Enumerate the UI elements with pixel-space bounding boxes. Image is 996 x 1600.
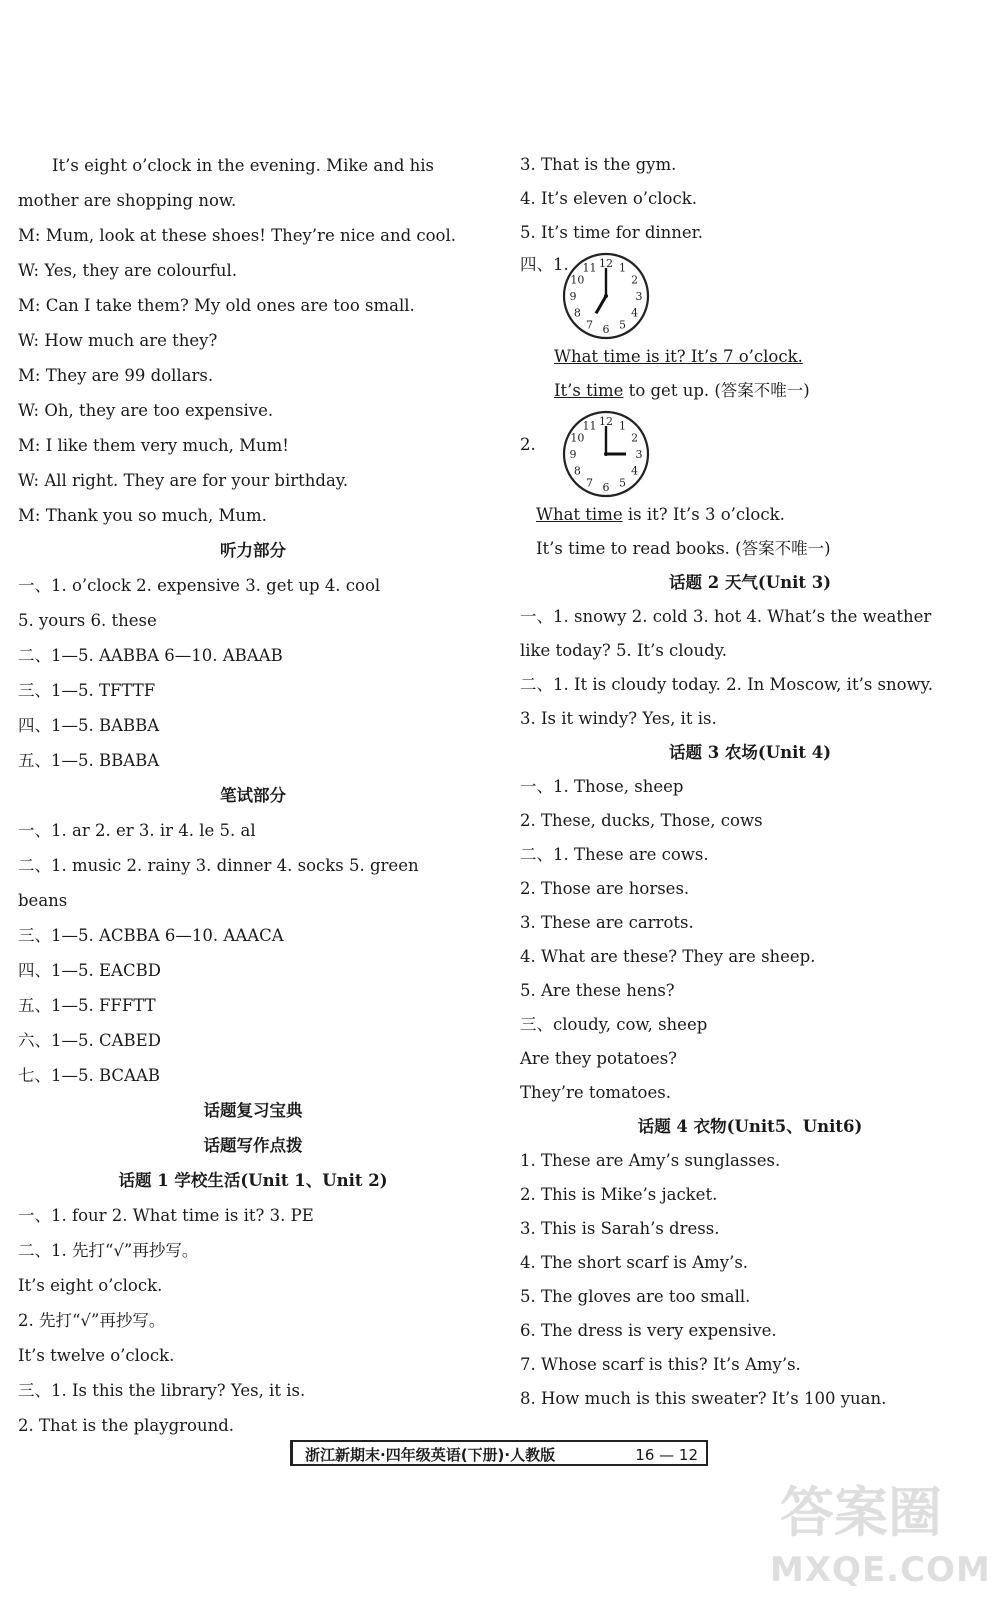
dialogue-line: W: All right. They are for your birthday. [18, 471, 349, 490]
clock-numeral: 3 [635, 290, 643, 303]
clock1-question-text: What time is it? It’s 7 o’clock. [554, 347, 803, 366]
clock1-question [520, 340, 980, 374]
answer-line: 5. It’s time for dinner. [520, 223, 704, 242]
clock-numeral: 4 [631, 306, 639, 320]
clock1-answer-rest: to get up. (答案不唯一) [623, 381, 810, 400]
clock2-question-underlined: What time [536, 505, 623, 524]
clock-numeral: 8 [573, 464, 581, 478]
clock-icon [560, 408, 652, 500]
answer-line: It’s twelve o’clock. [18, 1346, 175, 1365]
listening-heading: 听力部分 [220, 541, 286, 560]
answer-line: 三、1—5. ACBBA 6—10. AAACA [18, 926, 284, 945]
clock-center [604, 294, 608, 298]
dialogue-line: W: Yes, they are colourful. [18, 261, 237, 280]
clock-numeral: 12 [599, 257, 613, 270]
answer-line: 三、cloudy, cow, sheep [520, 1015, 708, 1034]
answer-line: 一、1. Those, sheep [520, 777, 684, 796]
clock-numeral: 7 [586, 476, 593, 490]
dialogue-line: It’s eight o’clock in the evening. Mike and his [52, 156, 434, 175]
topic1-heading: 话题 1 学校生活(Unit 1、Unit 2) [118, 1171, 388, 1190]
answer-line: 4. It’s eleven o’clock. [520, 189, 697, 208]
answer-line: 二、1. 先打“√”再抄写。 [18, 1241, 199, 1260]
clock2-question [520, 498, 980, 532]
answer-line: beans [18, 891, 68, 910]
clock-numeral: 8 [573, 306, 581, 320]
dialogue-line: mother are shopping now. [18, 191, 237, 210]
clock-numeral: 10 [570, 273, 585, 287]
answer-line: 5. Are these hens? [520, 981, 675, 1000]
answer-line: 3. These are carrots. [520, 913, 694, 932]
topic4-heading: 话题 4 衣物(Unit5、Unit6) [637, 1117, 863, 1136]
answer-line: 4. The short scarf is Amy’s. [520, 1253, 749, 1272]
answer-line: 5. yours 6. these [18, 611, 157, 630]
dialogue-line: M: Can I take them? My old ones are too small. [18, 296, 415, 315]
answer-line: 三、1—5. TFTTF [18, 681, 156, 700]
clock-row-1 [520, 250, 980, 340]
clock-numeral: 1 [619, 419, 626, 433]
answer-line: 二、1. music 2. rainy 3. dinner 4. socks 5. green [18, 856, 419, 875]
dialogue-line: M: Thank you so much, Mum. [18, 506, 267, 525]
clock-numeral: 6 [602, 323, 610, 336]
dialogue-line: W: How much are they? [18, 331, 218, 350]
answer-line: It’s eight o’clock. [18, 1276, 163, 1295]
answer-line: 7. Whose scarf is this? It’s Amy’s. [520, 1355, 801, 1374]
clock-numeral: 9 [569, 290, 577, 303]
clock-numeral: 5 [619, 476, 626, 490]
answer-line: 3. Is it windy? Yes, it is. [520, 709, 717, 728]
writing-heading: 话题写作点拨 [203, 1136, 303, 1155]
answer-line: 5. The gloves are too small. [520, 1287, 751, 1306]
page-number: 16 — 12 [635, 1446, 698, 1464]
clock-numeral: 10 [570, 431, 585, 445]
clock-numeral: 6 [602, 481, 610, 494]
answer-line: 二、1—5. AABBA 6—10. ABAAB [18, 646, 283, 665]
page-footer [290, 1440, 708, 1466]
clock-numeral: 3 [635, 448, 643, 461]
left-column [18, 148, 488, 1443]
watermark-url: MXQE.COM [770, 1550, 991, 1590]
clock-numeral: 1 [619, 261, 626, 275]
clock2-label: 2. [520, 435, 536, 454]
clock-numeral: 9 [569, 448, 577, 461]
clock-numeral: 5 [619, 318, 626, 332]
dialogue-line: M: I like them very much, Mum! [18, 436, 289, 455]
watermark-logo-text: 答案圈 [780, 1481, 942, 1544]
answer-line: 2. That is the playground. [18, 1416, 235, 1435]
answer-line: 3. This is Sarah’s dress. [520, 1219, 720, 1238]
answer-line: 2. This is Mike’s jacket. [520, 1185, 718, 1204]
answer-line: 一、1. four 2. What time is it? 3. PE [18, 1206, 314, 1225]
answer-line: 4. What are these? They are sheep. [520, 947, 816, 966]
clock-icon [560, 250, 652, 342]
clock-center [604, 452, 608, 456]
clock1-answer-underlined: It’s time [554, 381, 624, 400]
answer-line: 四、1—5. EACBD [18, 961, 161, 980]
answer-line: 一、1. snowy 2. cold 3. hot 4. What’s the weather [520, 607, 932, 626]
clock-numeral: 2 [631, 273, 639, 287]
answer-line: Are they potatoes? [520, 1049, 678, 1068]
answer-line: 2. 先打“√”再抄写。 [18, 1311, 166, 1330]
answer-line: 五、1—5. BBABA [18, 751, 160, 770]
answer-line: 一、1. o’clock 2. expensive 3. get up 4. cool [18, 576, 381, 595]
answer-line: 四、1—5. BABBA [18, 716, 160, 735]
clock-numeral: 2 [631, 431, 639, 445]
clock-numeral: 4 [631, 464, 639, 478]
answer-line: 8. How much is this sweater? It’s 100 yuan. [520, 1389, 887, 1408]
dialogue-line: M: Mum, look at these shoes! They’re nice and cool. [18, 226, 457, 245]
answer-line: 2. Those are horses. [520, 879, 690, 898]
answer-line: 一、1. ar 2. er 3. ir 4. le 5. al [18, 821, 256, 840]
answer-line: like today? 5. It’s cloudy. [520, 641, 728, 660]
clock1-label: 四、1. [520, 255, 569, 274]
dialogue-line: W: Oh, they are too expensive. [18, 401, 274, 420]
answer-line: 六、1—5. CABED [18, 1031, 161, 1050]
clock-numeral: 11 [582, 419, 597, 433]
answer-line: 二、1. It is cloudy today. 2. In Moscow, it’s snowy. [520, 675, 934, 694]
clock2-question-rest: is it? It’s 3 o’clock. [622, 505, 785, 524]
written-heading: 笔试部分 [220, 786, 286, 805]
clock-numeral: 11 [582, 261, 597, 275]
answer-line: They’re tomatoes. [520, 1083, 671, 1102]
watermark [760, 1450, 990, 1600]
answer-line: 五、1—5. FFFTT [18, 996, 156, 1015]
answer-line: 七、1—5. BCAAB [18, 1066, 160, 1085]
answer-line: 2. These, ducks, Those, cows [520, 811, 763, 830]
topics-heading: 话题复习宝典 [203, 1101, 303, 1120]
answer-line: 三、1. Is this the library? Yes, it is. [18, 1381, 306, 1400]
clock2-answer: It’s time to read books. (答案不唯一) [536, 539, 831, 558]
answer-line: 二、1. These are cows. [520, 845, 709, 864]
dialogue-line: M: They are 99 dollars. [18, 366, 214, 385]
hour-hand [596, 296, 606, 313]
answer-line: 6. The dress is very expensive. [520, 1321, 777, 1340]
topic2-heading: 话题 2 天气(Unit 3) [668, 573, 832, 592]
footer-title: 浙江新期末·四年级英语(下册)·人教版 [305, 1446, 556, 1464]
clock-numeral: 7 [586, 318, 593, 332]
right-column [520, 148, 980, 1416]
clock1-answer [520, 374, 980, 408]
answer-line: 3. That is the gym. [520, 155, 677, 174]
topic3-heading: 话题 3 农场(Unit 4) [668, 743, 832, 762]
answer-line: 1. These are Amy’s sunglasses. [520, 1151, 781, 1170]
clock-numeral: 12 [599, 415, 613, 428]
clock-row-2 [520, 408, 980, 498]
